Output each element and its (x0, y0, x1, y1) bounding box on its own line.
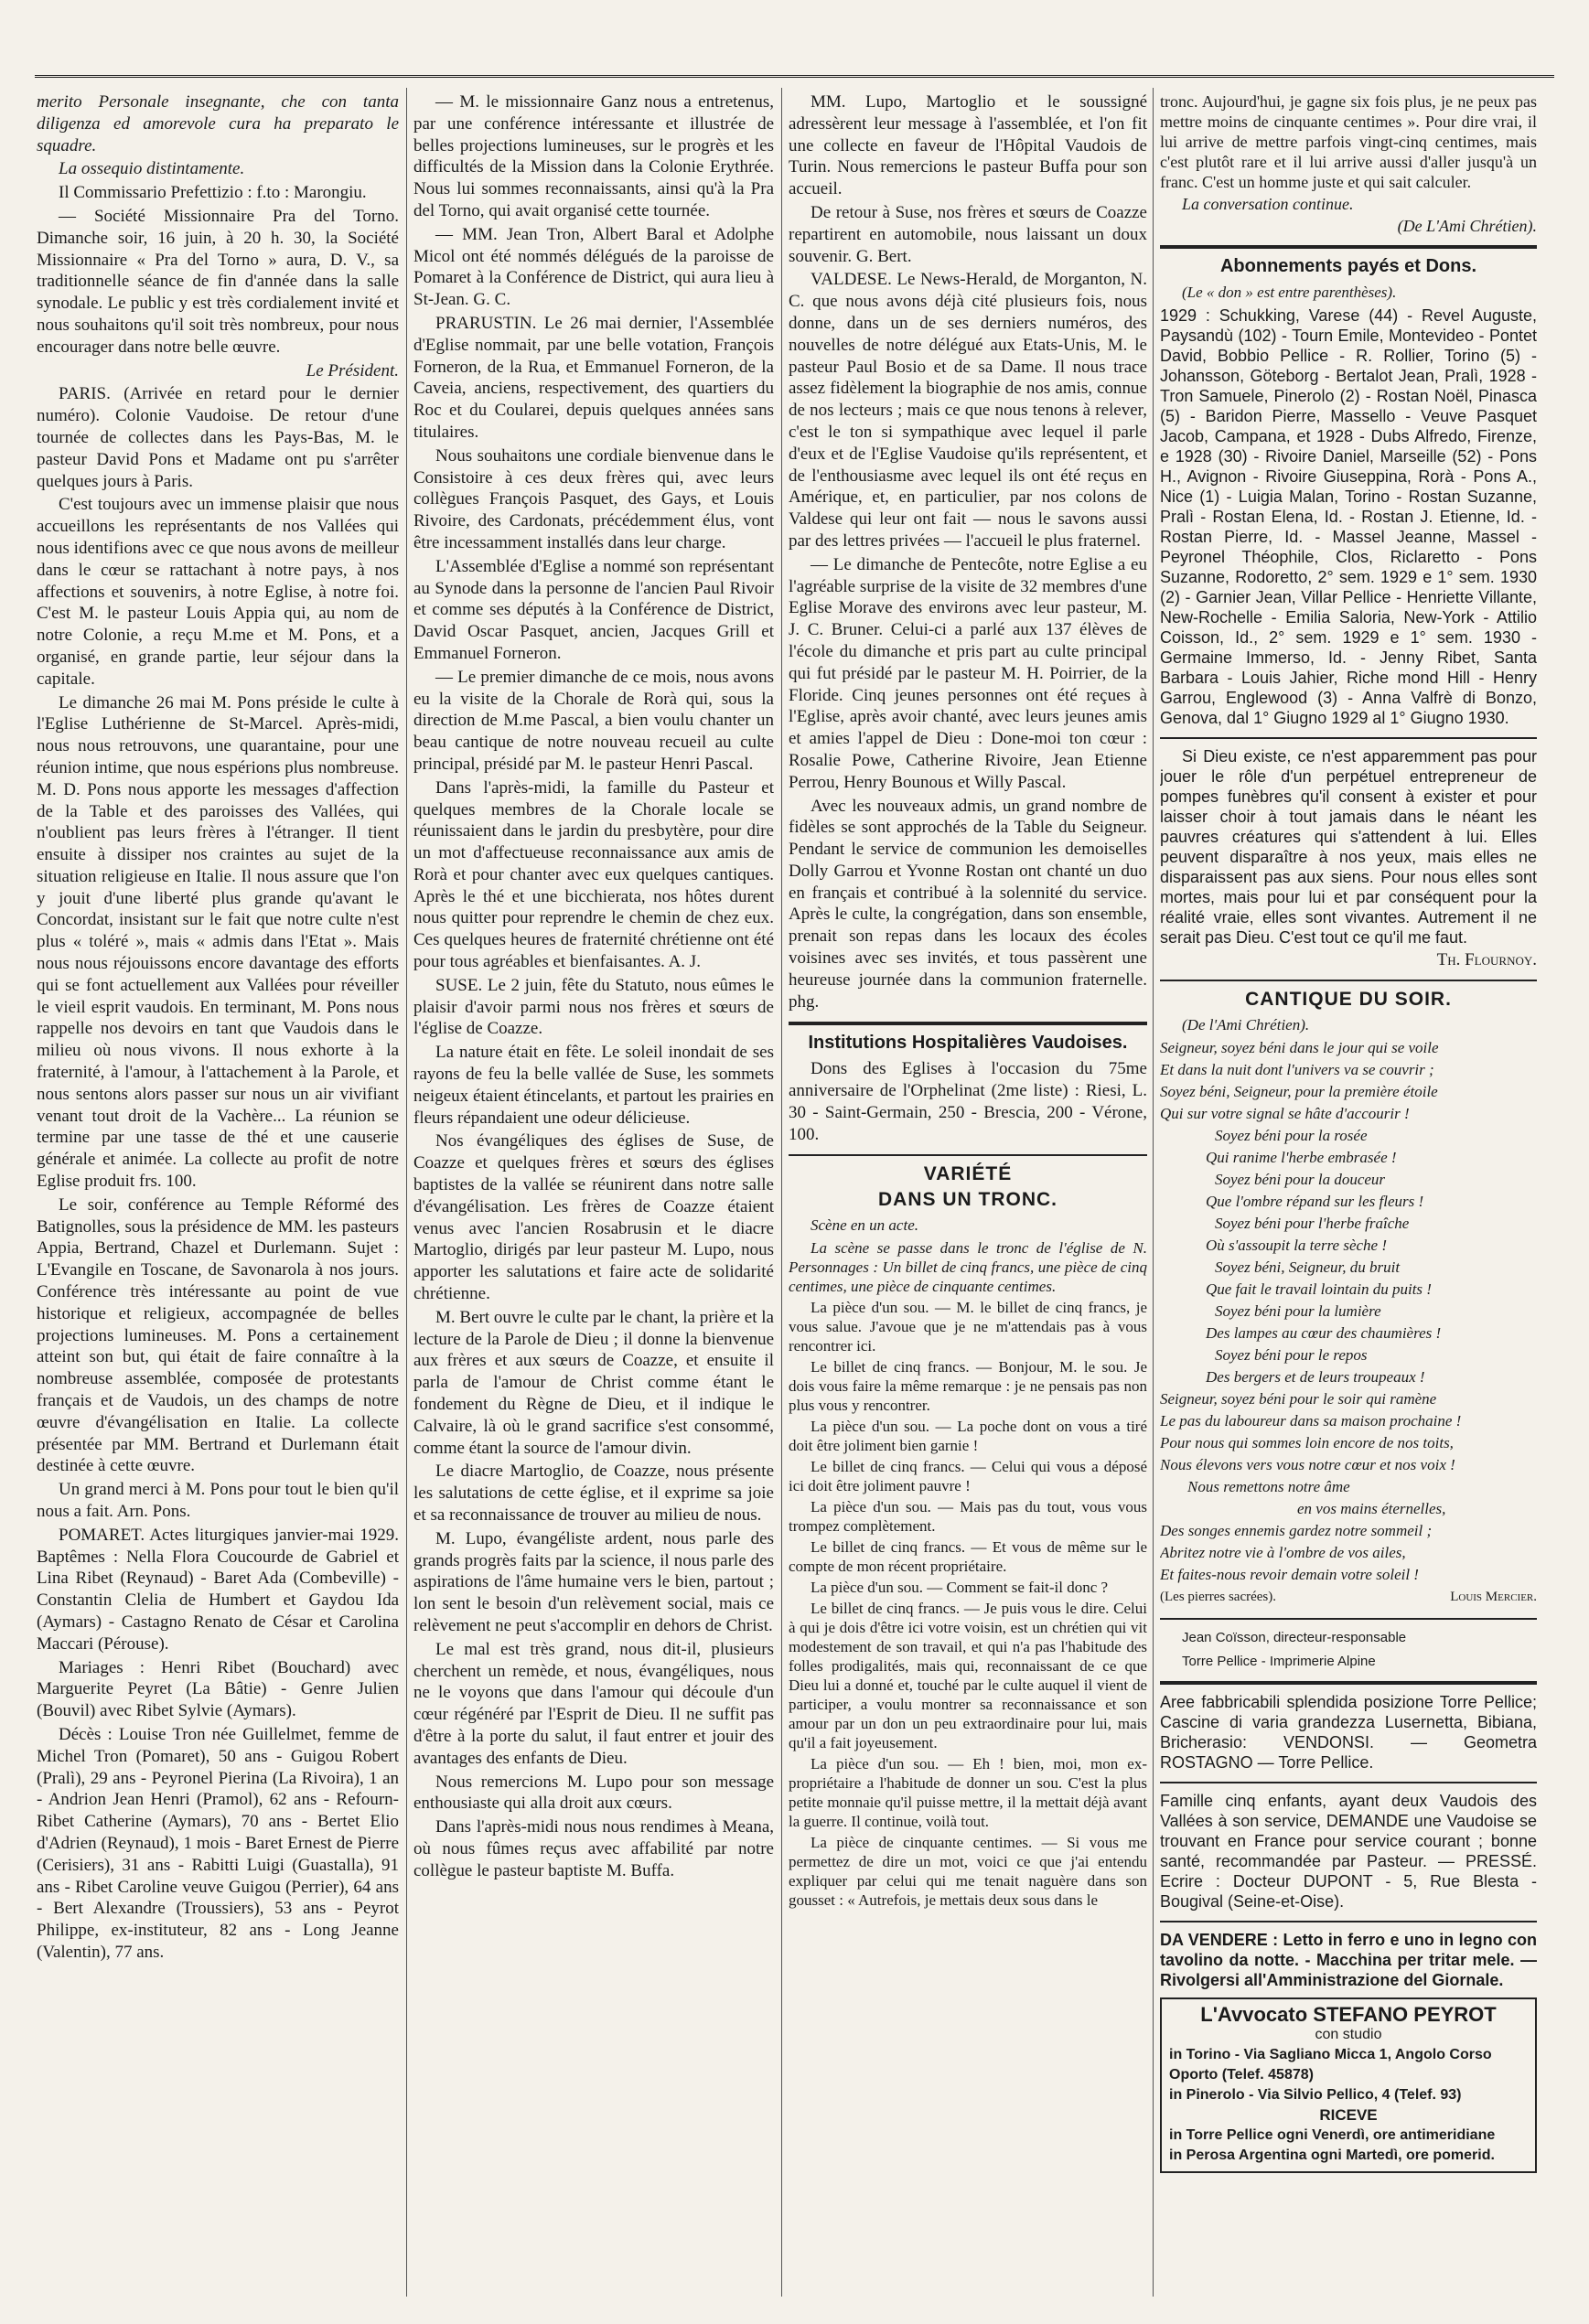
poem-line: Soyez béni pour l'herbe fraîche (1215, 1214, 1410, 1232)
article-text: De retour à Suse, nos frères et sœurs de Coazze repartirent en automobile, nous laissant un doux souvenir. G. Bert. (789, 202, 1147, 266)
imprint-printer: Torre Pellice - Imprimerie Alpine (1182, 1653, 1376, 1669)
article-text: Nous souhaitons une cordiale bienvenue dans le Consistoire à ces deux frères qui, avec leurs collègues François Pasquet, des Gays, et Louis Rivoire, des Cardonats, précédemment élus, vont être incessamment installés dans leur charge. (413, 445, 774, 552)
play-text: La pièce d'un sou. — Mais pas du tout, vous vous trompez complètement. (789, 1497, 1147, 1535)
play-text: La scène se passe dans le tronc de l'église de N. Personnages : Un billet de cinq francs, une pièce de cinq centimes, une pièce de cinquante centimes. (789, 1238, 1147, 1295)
article-text: L'Assemblée d'Eglise a nommé son représentant au Synode dans la personne de l'ancien Paul Rivoir et comme ses députés à la Conférence de District, David Oscar Pasquet, ancien, Jacques Grill et Emmanuel Forneron. (413, 556, 774, 663)
signature: Le Président. (306, 360, 399, 380)
imprint-director: Jean Coïsson, directeur-responsable (1182, 1629, 1407, 1645)
poem-line: Le pas du laboureur dans sa maison prochaine ! (1160, 1411, 1462, 1430)
section-rule (1160, 980, 1537, 981)
column-separator (781, 88, 782, 2297)
poem-line: Soyez béni pour le repos (1215, 1345, 1368, 1364)
section-rule (1160, 1782, 1537, 1783)
article-text: POMARET. Actes liturgiques janvier-mai 1929. Baptêmes : Nella Flora Coucourde de Gabriel et Lina Ribet (Reynaud) - Baret Ada (Combeville) - Constantin Clelia de Humbert et Gaydou Ida (Aymars) - Castagno Renato de César et Carolina Maccari (Pérouse). (37, 1525, 399, 1654)
article-text: SUSE. Le 2 juin, fête du Statuto, nous eûmes le plaisir d'avoir parmi nous nos frères et sœurs de l'église de Coazze. (413, 975, 774, 1039)
ad-avvocato-line: in Perosa Argentina ogni Martedì, ore pomerid. (1169, 2147, 1495, 2164)
article-text: — MM. Jean Tron, Albert Baral et Adolphe Micol ont été nommés délégués de la paroisse de Pomaret à la Conférence de District, qui aura lieu à St-Jean. G. C. (413, 224, 774, 310)
poem-line: Et faites-nous revoir demain votre soleil ! (1160, 1565, 1419, 1583)
poem-line: Pour nous qui sommes loin encore de nos toits, (1160, 1433, 1454, 1451)
article-text: C'est toujours avec un immense plaisir que nous accueillons les représentants de nos Vallées qui nous identifions avec ce que nous avons de meilleur dans le cœur se rattachant à notre pays, à nos affections et souvenirs, à notre Eglise, à notre foi. C'est M. le pasteur Louis Appia qui, au nom de notre Colonie, a reçu M.me et M. Pons, et a organisé, en grande partie, leur séjour dans la capitale. (37, 495, 399, 689)
cantique-heading: CANTIQUE DU SOIR. (1245, 989, 1452, 1011)
ad-avvocato-line: in Torino - Via Sagliano Micca 1, Angolo Corso Oporto (Telef. 45878) (1169, 2047, 1492, 2083)
ad-famille: Famille cinq enfants, ayant deux Vaudois des Vallées à son service, DEMANDE une Vaudoise se trouvant en France pour service courant ; bonne santé, recommandée par Pasteur. — PRESSÉ. Ecrire : Docteur DUPONT - 5, Rue Blesta - Bougival (Seine-et-Oise). (1160, 1792, 1537, 1912)
section-rule (789, 1154, 1147, 1156)
article-text: — Société Missionnaire Pra del Torno. Dimanche soir, 16 juin, à 20 h. 30, la Société Missionnaire « Pra del Torno » aura, D. V., sa traditionnelle séance de fin d'année dans la salle synodale. Le public y est très cordialement invité et nous souhaitons qu'il soit très nombreux, pour nous encourager dans notre belle œuvre. (37, 206, 399, 357)
institutions-heading: Institutions Hospitalières Vaudoises. (808, 1033, 1128, 1054)
ad-avvocato-title: L'Avvocato STEFANO PEYROT (1200, 2003, 1497, 2027)
ad-aree: Aree fabbricabili splendida posizione Torre Pellice; Cascine di varia grandezza Lusernetta, Bibiana, Bricherasio: VENDONSI. — Geometra ROSTAGNO — Torre Pellice. (1160, 1693, 1537, 1772)
column-3 (789, 91, 1147, 2287)
poem-line: Que fait le travail lointain du puits ! (1206, 1280, 1432, 1298)
article-text: Nos évangéliques des églises de Suse, de Coazze et quelques frères et sœurs des églises baptistes de la vallée se réunirent dans notre salle d'évangélisation. Les frères de Coazze étaient venus avec l'ancien Rosabrusin et le diacre Martoglio, dirigés par leur pasteur M. Lupo, nous apporter les salutations et faire acte de solidarité chrétienne. (413, 1131, 774, 1304)
poem-line: Seigneur, soyez béni dans le jour qui se voile (1160, 1038, 1439, 1056)
play-text: La pièce de cinquante centimes. — Si vous me permettez de dire un mot, voici ce que j'ai entendu expliquer par celui qui me tenait naguère dans son gousset : « Autrefois, je mettais deux sous dans le (789, 1833, 1147, 1909)
article-text: Dans l'après-midi, la famille du Pasteur et quelques membres de la Chorale locale se réunissaient dans le jardin du presbytère, pour dire un mot d'affectueuse reconnaissance aux amis de Rorà et pour chanter avec eux quelques cantiques. Après le thé et une bicchierata, nos hôtes durent nous quitter pour reprendre le chemin de chez eux. Ces quelques heures de fraternité chrétienne ont été pour tous agréables et bienfaisantes. A. J. (413, 777, 774, 972)
institutions-text: Dons des Eglises à l'occasion du 75me anniversaire de l'Orphelinat (2me liste) : Riesi, L. 30 - Saint-Germain, 250 - Brescia, 200 - Vérone, 100. (789, 1059, 1147, 1144)
poem-line: Qui sur votre signal se hâte d'accourir ! (1160, 1104, 1410, 1122)
play-text: Le billet de cinq francs. — Bonjour, M. le sou. Je dois vous faire la même remarque : je ne pensais pas non plus vous y rencontrer. (789, 1357, 1147, 1414)
article-text: M. Bert ouvre le culte par le chant, la prière et la lecture de la Parole de Dieu ; il donne la bienvenue aux frères et aux sœurs de Coazze, et ensuite il parla de l'amour de Christ comme étant le fondement du Règne de Dieu, et il indique le Calvaire, là où le grand sacrifice s'est consommé, comme étant la source de l'amour divin. (413, 1307, 774, 1458)
poem-line: Nous remettons notre âme (1187, 1477, 1350, 1495)
poem-line: Nous élevons vers vous notre cœur et nos voix ! (1160, 1455, 1455, 1473)
poem-line: Soyez béni pour la rosée (1215, 1126, 1368, 1144)
play-text: La pièce d'un sou. — Comment se fait-il donc ? (811, 1578, 1109, 1596)
abonnements-list: 1929 : Schukking, Varese (44) - Revel Auguste, Paysandù (102) - Tourn Emile, Montevideo - Pontet David, Bobbio Pellice - R. Rollier, Torino (5) - Johansson, Göteborg - Bertalot Jean, Pralì, 1928 - Tron Samuele, Pinerolo (2) - Rostan Noël, Pinasca (5) - Baridon Pierre, Massello - Veuve Pasquet Jacob, Campana, et 1928 - Dubs Alfredo, Firenze, e 1928 (30) - Rivoire Daniel, Marseille (52) - Pons H., Avignon - Rivoire Giuseppina, Rorà - Pons A., Nice (1) - Luigia Malan, Torino - Rostan Suzanne, Pralì - Rostan Elena, Id. - Rostan J. Etienne, Id. - Rostan Pierre, Id. - Massel Jeanne, Massel - Peyronel Théophile, Clos, Riclaretto - Pons Suzanne, Rodoretto, 2° sem. 1929 e 1° sem. 1930 (2) - Garnier Jean, Villar Pellice - Henriette Villante, New-Rochelle - Emilia Saloria, New-York - Attilio Coisson, Id., 2° sem. 1929 e 1° sem. 1930 - Germaine Immerso, Id. - Jenny Ribet, Santa Barbara - Louis Jahier, Riche mond Hill - Henry Garrou, Englewood (3) - Anna Valfrè di Bonzo, Genova, dal 1° Giugno 1929 al 1° Giugno 1930. (1160, 305, 1537, 727)
article-text: Un grand merci à M. Pons pour tout le bien qu'il nous a fait. Arn. Pons. (37, 1480, 399, 1521)
article-text: Mariages : Henri Ribet (Bouchard) avec Marguerite Peyret (La Bâtie) - Genre Julien (Bouvil) avec Ribet Sylvie (Aymars). (37, 1657, 399, 1721)
ad-avvocato-line: in Pinerolo - Via Silvio Pellico, 4 (Telef. 93) (1169, 2087, 1462, 2104)
article-text: Décès : Louise Tron née Guillelmet, femme de Michel Tron (Pomaret), 50 ans - Guigou Robert (Pralì), 29 ans - Peyronel Pierina (La Rivoira), 1 an - Andrion Jean Henri (Pramol), 62 ans - Refourn-Ribet Catherine (Aymars), 70 ans - Bertet Elio d'Adrien (Reynaud), 1 mois - Baret Ernest de Pierre (Cerisiers), 31 ans - Rabitti Luigi (Guastalla), 91 ans - Ribet Caroline veuve Guigou (Perrier), 64 ans - Bert Alexandre (Troussiers), 53 ans - Peyrot Philippe, ex-instituteur, 82 ans - Long Jeanne (Valentin), 77 ans. (37, 1724, 399, 1962)
article-text: PRARUSTIN. Le 26 mai dernier, l'Assemblée d'Eglise nommait, par une belle votation, François Forneron, de la Rua, et Emmanuel Forneron, de la Caveia, anciens, respectivement, des quartiers du Roc et du Coularei, depuis quelques années sans titulaires. (413, 313, 774, 442)
play-text: Le billet de cinq francs. — Celui qui vous a déposé ici doit être joliment pauvre ! (789, 1457, 1147, 1494)
column-2 (413, 91, 774, 2287)
variete-heading: VARIÉTÉ (923, 1163, 1013, 1185)
poem-line: Des bergers et de leurs troupeaux ! (1206, 1367, 1425, 1386)
play-text: La pièce d'un sou. — M. le billet de cinq francs, je vous salue. J'avoue que je ne m'attendais pas à vous rencontrer ici. (789, 1298, 1147, 1355)
play-text: La pièce d'un sou. — La poche dont on vous a tiré doit être joliment bien garnie ! (789, 1417, 1147, 1454)
section-rule (789, 1022, 1147, 1025)
play-text: La pièce d'un sou. — Eh ! bien, moi, mon ex-propriétaire a l'habitude de donner un sou. C'est la plus petite monnaie qu'il puisse mettre, il la mettait déjà avant la guerre. Il continue, voilà tout. (789, 1754, 1147, 1830)
signature: Th. Flournoy. (1436, 949, 1537, 969)
poem-line: Des songes ennemis gardez notre sommeil ; (1160, 1521, 1433, 1539)
ad-avvocato-line: RICEVE (1319, 2106, 1378, 2125)
column-separator (406, 88, 407, 2297)
play-source: (De L'Ami Chrétien). (1397, 217, 1537, 235)
play-text: Le billet de cinq francs. — Je puis vous le dire. Celui à qui je dois d'être ici votre voisin, est un chrétien qui vit modestement de son travail, et qui n'a pas l'habitude des folles prodigalités, mais qui, reconnaissant de ce que Dieu lui a donné et, touché par le culte auquel il vient de participer, a voulu montrer sa reconnaissance et son amour par un don un peu extraordinaire pour lui, mais qu'il a fait joyeusement. (789, 1599, 1147, 1751)
ad-da-vendere: DA VENDERE : Letto in ferro e uno in legno con tavolino da notte. - Macchina per tritar mele. — Rivolgersi all'Amministrazione del Giornale. (1160, 1931, 1537, 1990)
article-text: PARIS. (Arrivée en retard pour le dernier numéro). Colonie Vaudoise. De retour d'une tournée de collectes dans les Pays-Bas, M. le pasteur David Pons et Madame ont pu s'arrêter quelques jours à Paris. (37, 384, 399, 491)
article-text: merito Personale insegnante, che con tanta diligenza ed amorevole cura ha preparato le squadre. (37, 92, 399, 155)
poem-line: Où s'assoupit la terre sèche ! (1206, 1236, 1388, 1254)
cantique-author: Louis Mercier. (1450, 1589, 1537, 1604)
section-rule (1160, 737, 1537, 739)
article-text: Le mal est très grand, nous dit-il, plusieurs cherchent un remède, et nous, évangéliques, nous ne le voyons que dans l'amour qui découle d'un cœur régénéré par l'Esprit de Dieu. Il ne suffit pas d'être à la porte du salut, il faut entrer et jouir des avantages des enfants de Dieu. (413, 1639, 774, 1768)
section-rule (1160, 1681, 1537, 1685)
article-text: Le diacre Martoglio, de Coazze, nous présente les salutations de cette église, et il exprime sa joie et sa reconnaissance de trouver au milieu de nous. (413, 1462, 774, 1525)
article-text: M. Lupo, évangéliste ardent, nous parle des grands progrès faits par la science, il nous parle des aspirations de l'âme humaine vers le bien, partout ; lon sent le besoin d'un relèvement social, mais ce relèvement ne peut s'accomplir en dehors de Christ. (413, 1528, 774, 1635)
article-text: Avec les nouveaux admis, un grand nombre de fidèles se sont approchés de la Table du Seigneur. Pendant le service de communion les demoiselles Dolly Garrou et Yvonne Rostan ont chanté un duo en français et contribué à la solennité du service. Après le culte, la congrégation, dans son ensemble, prenait son repas dans les locaux des écoles voisines avec ses invités, et tous passèrent une heureuse journée dans la communion fraternelle. phg. (789, 796, 1147, 1012)
article-text: — Le premier dimanche de ce mois, nous avons eu la visite de la Chorale de Rorà qui, sous la direction de M.me Pascal, a bien voulu chanter un beau cantique de notre nouveau recueil au culte principal, présidé par M. le pasteur Henri Pascal. (413, 667, 774, 774)
column-4 (1160, 91, 1537, 2287)
ad-avvocato-line: con studio (1315, 2027, 1382, 2043)
poem-line: Soyez béni pour la lumière (1215, 1301, 1381, 1320)
article-text: — M. le missionnaire Ganz nous a entretenus, par une conférence intéressante et illustrée de belles projections lumineuses, sur le progrès et les difficultés de la Mission dans la Colonie Erythrée. Nous lui sommes reconnaissants, ainsi qu'à la Pra del Torno, qui avait organisé cette tournée. (413, 92, 774, 220)
play-text: tronc. Aujourd'hui, je gagne six fois plus, je ne peux pas mettre moins de cinquante centimes ». Pour dire vrai, il lui arrive de mettre parfois vingt-cinq centimes, mais c'est plutôt rare et il lui arrive aussi d'aller jusqu'à un franc. C'est un homme juste et qui sait calculer. (1160, 92, 1537, 191)
poem-line: Soyez béni, Seigneur, du bruit (1215, 1258, 1401, 1276)
section-rule (1160, 1921, 1537, 1922)
abonnements-subtitle: (Le « don » est entre parenthèses). (1182, 283, 1397, 301)
cantique-poem (1160, 1038, 1537, 1585)
ad-avvocato-box (1160, 1997, 1537, 2173)
poem-line: Soyez béni pour la douceur (1215, 1170, 1386, 1188)
abonnements-heading: Abonnements payés et Dons. (1219, 256, 1477, 276)
poem-line: Que l'ombre répand sur les fleurs ! (1206, 1192, 1424, 1210)
flournoy-text: Si Dieu existe, ce n'est apparemment pas pour jouer le rôle d'un perpétuel entrepreneur de pompes funèbres qu'il consent à exister et pour laisser choir à tout jamais dans le néant les pauvres créatures qui s'attendent à lui. Elles peuvent disparaître à nos yeux, mais elles ne disparaissent pas aux siens. Pour nous elles sont mortes, mais pour lui et par conséquent pour la réalité vraie, elles sont vivantes. Autrement il ne serait pas Dieu. C'est tout ce qu'il me faut. (1160, 746, 1537, 947)
top-rule (35, 75, 1554, 81)
play-text: Le billet de cinq francs. — Et vous de même sur le compte de mon récent propriétaire. (789, 1537, 1147, 1575)
article-text: La nature était en fête. Le soleil inondait de ses rayons de feu la belle vallée de Suse, les sommets neigeux étaient étincelants, et partout les prairies en fleurs répandaient une odeur délicieuse. (413, 1043, 774, 1128)
article-text: Il Commissario Prefettizio : f.to : Marongiu. (59, 183, 367, 203)
section-rule (1160, 1618, 1537, 1620)
cantique-subtitle: (De l'Ami Chrétien). (1182, 1016, 1310, 1034)
article-text: Le soir, conférence au Temple Réformé des Batignolles, sous la présidence de MM. les pasteurs Appia, Bertrand, Chazel et Durlemann. Sujet : L'Evangile en Toscane, de Savonarola à nos jours. Conférence très intéressante au point de vue historique et religieux, accompagnée de belles projections lumineuses. M. Pons a certainement atteint son but, qui était de faire connaître à la nombreuse assemblée, composée de protestants français et de Vaudois, un des champs de notre œuvre d'évangélisation en Italie. La collecte présentée par MM. Bertrand et Durlemann était destinée à cette œuvre. (37, 1194, 399, 1476)
ad-avvocato-line: in Torre Pellice ogni Venerdì, ore antimeridiane (1169, 2127, 1496, 2144)
poem-line: en vos mains éternelles, (1297, 1499, 1446, 1517)
article-text: — Le dimanche de Pentecôte, notre Eglise a eu l'agréable surprise de la visite de 32 membres d'une Eglise Morave des environs avec leur pasteur, M. J. C. Bruner. Celui-ci a parlé aux 137 élèves de l'école du dimanche et pris part au culte principal qui fut présidé par le pasteur M. H. Poirrier, de la Floride. Cinq jeunes personnes ont été reçues à l'Eglise, après avoir chanté, avec leurs jeunes amis et amies l'appel de Dieu : Done-moi ton cœur : Rosalie Powe, Catherine Rivoire, Jean Etienne Perrou, Henry Bounous et Willy Pascal. (789, 554, 1147, 792)
article-text: VALDESE. Le News-Herald, de Morganton, N. C. que nous avons déjà cité plusieurs fois, nous donne, dans un de ses derniers numéros, des nouvelles de notre délégué aux Etats-Unis, M. le pasteur Paul Bosio et de sa Dame. Il nous trace assez fidèlement la biographie de nos amis, connue de nos lecteurs ; mais ce que nous tenons à relever, c'est le ton si sympathique avec lequel il parle d'eux et de l'Eglise Vaudoise qu'ils représentent, et de l'enthousiasme avec lequel ils ont été reçus en Amérique, et, en particulier, par nos colons de Valdese qui leur ont fait — nous le savons aussi par des lettres privées — l'accueil le plus fraternel. (789, 270, 1147, 551)
article-text: Le dimanche 26 mai M. Pons préside le culte à l'Eglise Luthérienne de St-Marcel. Après-midi, nous nous retrouvons, une quarantaine, pour une réunion intime, que nous espérions plus nombreuse. M. D. Pons nous apporte les messages d'affection de la Table et des paroisses des Vallées, qui n'oublient pas leurs frères à l'étranger. Il tient ensuite à dissiper nos craintes au sujet de la situation religieuse en Italie. Il nous assure que l'on y jouit d'une liberté plus grande qu'avant le Concordat, insistant sur le fait que notre culte n'est plus « toléré », mais « admis dans l'Etat ». Mais nous nous réjouissons encore davantage des efforts qui se font actuellement aux Vallées pour réveiller le vieil esprit vaudois. En terminant, M. Pons nous rappelle nos devoirs en tant que Vaudois dans le milieu où nous vivons. Il nous exhorte à la fraternité, à l'amour, à l'attachement à la Parole, et nous sentons alors passer sur nous un air vivifiant venant tout droit de la Vachère... La réunion se termine par une tasse de thé et une causerie générale et animée. La collecte au profit de notre Eglise produit frs. 100. (37, 692, 399, 1192)
play-text: La conversation continue. (1182, 195, 1354, 213)
column-separator (1153, 88, 1154, 2297)
column-1 (37, 91, 399, 2287)
section-rule (1160, 245, 1537, 249)
poem-line: Des lampes au cœur des chaumières ! (1206, 1323, 1442, 1342)
poem-line: Et dans la nuit dont l'univers va se couvrir ; (1160, 1060, 1434, 1078)
poem-line: Soyez béni, Seigneur, pour la première étoile (1160, 1082, 1438, 1100)
article-text: Dans l'après-midi nous nous rendimes à Meana, où nous fûmes reçus avec affabilité par notre collègue le pasteur baptiste M. Buffa. (413, 1817, 774, 1880)
poem-line: Seigneur, soyez béni pour le soir qui ramène (1160, 1389, 1437, 1408)
poem-line: Abritez notre vie à l'ombre de vos ailes, (1160, 1543, 1406, 1561)
article-text: La ossequio distintamente. (59, 159, 245, 179)
dans-un-tronc-heading: DANS UN TRONC. (878, 1189, 1058, 1211)
article-text: MM. Lupo, Martoglio et le soussigné adressèrent leur message à l'assemblée, et l'on fit une collecte en faveur de l'Hôpital Vaudois de Turin. Nous remercions le pasteur Buffa pour son accueil. (789, 92, 1147, 199)
article-text: Nous remercions M. Lupo pour son message enthousiaste qui alla droit aux cœurs. (413, 1772, 774, 1814)
scene-subtitle: Scène en un acte. (811, 1216, 918, 1235)
poem-line: Qui ranime l'herbe embrasée ! (1206, 1148, 1397, 1166)
cantique-source: (Les pierres sacrées). (1160, 1589, 1277, 1604)
